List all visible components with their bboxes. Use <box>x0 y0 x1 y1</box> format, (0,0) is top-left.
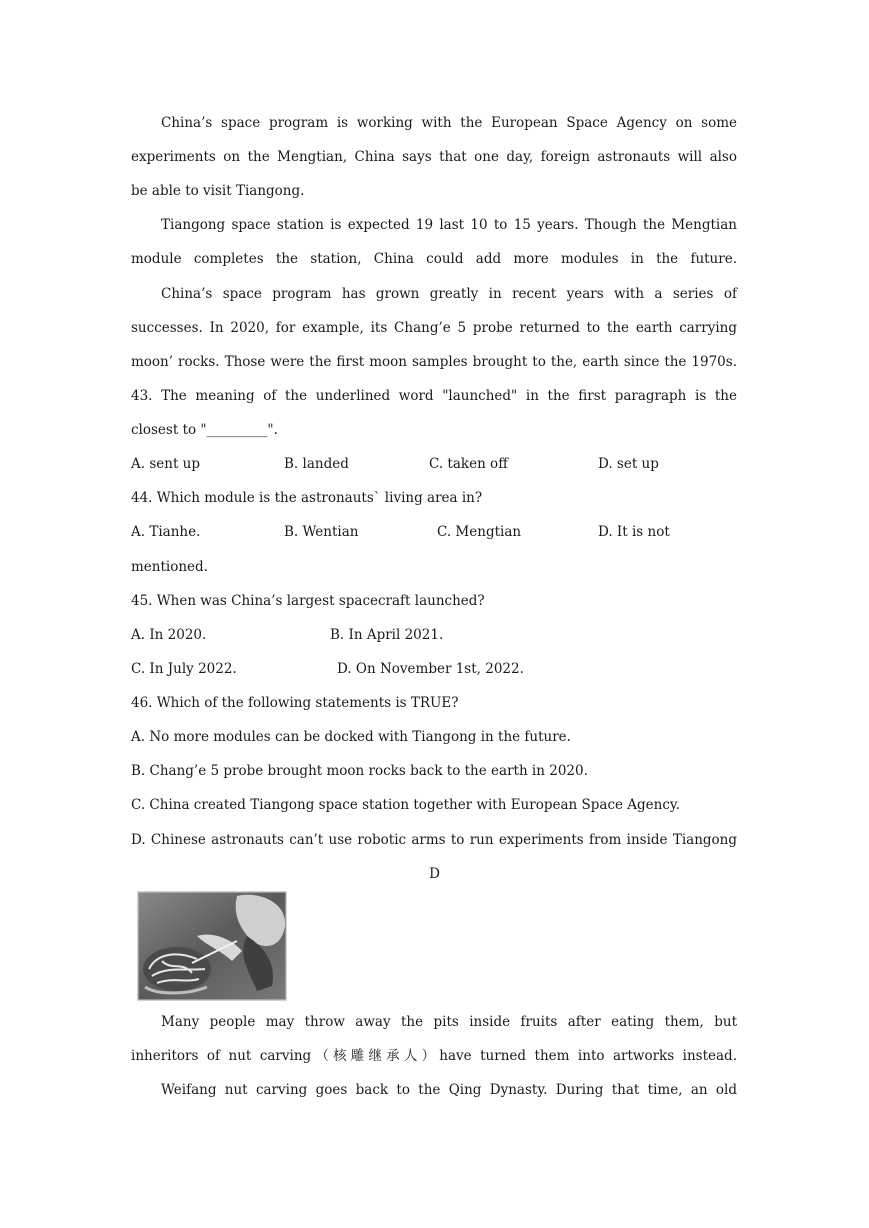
q43-option-a: A. sent up <box>131 456 200 472</box>
q45-option-b: B. In April 2021. <box>330 627 444 643</box>
q46-option-d: D. Chinese astronauts can’t use robotic arms to run experiments from inside Tiangong <box>131 832 737 848</box>
paragraph-line: China’s space program has grown greatly in recent years with a series of <box>161 286 737 302</box>
q44-option-c: C. Mengtian <box>437 524 522 540</box>
question-45-stem: 45. When was China’s largest spacecraft launched? <box>131 593 485 609</box>
question-43-stem: 43. The meaning of the underlined word "launched" in the first paragraph is the <box>131 388 737 404</box>
section-heading: D <box>429 866 440 882</box>
q45-option-a: A. In 2020. <box>131 627 207 643</box>
q43-option-d: D. set up <box>598 456 659 472</box>
paragraph-line: China’s space program is working with the European Space Agency on some <box>161 115 737 131</box>
q45-option-d: D. On November 1st, 2022. <box>337 661 524 677</box>
section-d-paragraph-line: inheritors of nut carving（核雕继承人）have turned them into artworks instead. <box>131 1048 737 1064</box>
q45-option-c: C. In July 2022. <box>131 661 237 677</box>
q43-option-c: C. taken off <box>429 456 508 472</box>
q44-option-d: D. It is not <box>598 524 670 540</box>
q46-option-b: B. Chang’e 5 probe brought moon rocks back to the earth in 2020. <box>131 763 588 779</box>
section-d-paragraph-line: Many people may throw away the pits inside fruits after eating them, but <box>161 1014 737 1030</box>
question-43-stem-cont: closest to "_________". <box>131 422 278 438</box>
paragraph-line: moon’ rocks. Those were the first moon samples brought to the, earth since the 1970s. <box>131 354 737 370</box>
q46-option-a: A. No more modules can be docked with Tiangong in the future. <box>131 729 571 745</box>
section-d-paragraph-line: Weifang nut carving goes back to the Qing Dynasty. During that time, an old <box>161 1082 737 1098</box>
paragraph-line: successes. In 2020, for example, its Chang’e 5 probe returned to the earth carrying <box>131 320 737 336</box>
paragraph-line: module completes the station, China could add more modules in the future. <box>131 251 737 267</box>
q44-option-b: B. Wentian <box>284 524 359 540</box>
q46-option-c: C. China created Tiangong space station together with European Space Agency. <box>131 797 681 813</box>
q43-option-b: B. landed <box>284 456 349 472</box>
question-46-stem: 46. Which of the following statements is TRUE? <box>131 695 459 711</box>
paragraph-line: Tiangong space station is expected 19 last 10 to 15 years. Though the Mengtian <box>161 217 737 233</box>
paragraph-line: be able to visit Tiangong. <box>131 183 305 199</box>
q44-option-d-cont: mentioned. <box>131 559 208 575</box>
paragraph-line: experiments on the Mengtian, China says that one day, foreign astronauts will also <box>131 149 737 165</box>
nut-carving-photo <box>137 891 287 1001</box>
q44-option-a: A. Tianhe. <box>131 524 201 540</box>
nut-carving-image <box>137 891 287 1001</box>
question-44-stem: 44. Which module is the astronauts` living area in? <box>131 490 483 506</box>
